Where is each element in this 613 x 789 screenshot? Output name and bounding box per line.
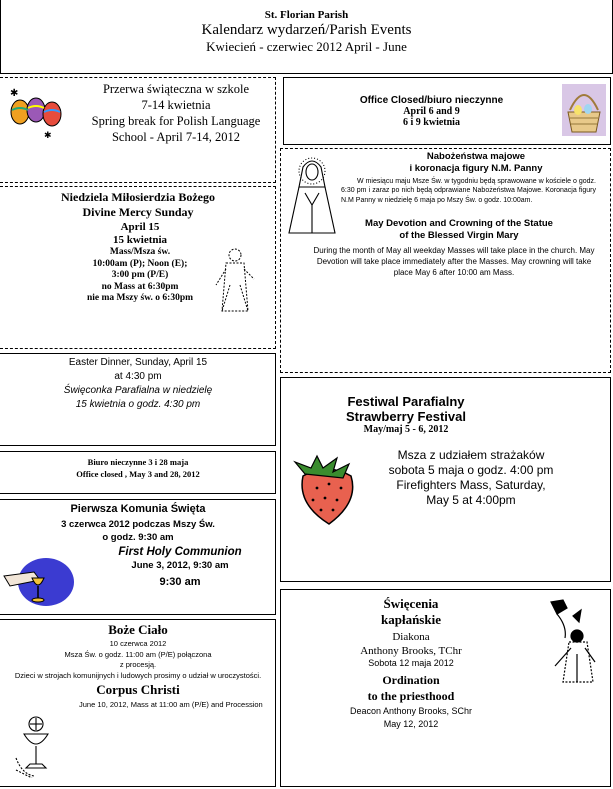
- easter-dinner-en: Easter Dinner, Sunday, April 15: [68, 357, 208, 368]
- svg-text:✱: ✱: [10, 88, 19, 99]
- corpus-mass-pl: Msza Św. o godz. 11:00 am (P/E) połączona: [64, 649, 212, 659]
- festival-mass-en-date: May 5 at 4:00pm: [426, 493, 516, 507]
- divine-mercy-no-mass-pl: nie ma Mszy św. o 6:30pm: [86, 293, 194, 303]
- divine-mercy-no-mass-en: no Mass at 6:30pm: [101, 281, 179, 292]
- ordination-box: [280, 589, 611, 787]
- ordination-date-pl: Sobota 12 maja 2012: [368, 658, 454, 668]
- corpus-date-pl: 10 czerwca 2012: [109, 639, 167, 648]
- divine-mercy-date-en: April 15: [120, 221, 160, 233]
- easter-dinner-pl: Święconka Parafialna w niedzielę: [63, 385, 213, 396]
- basket-icon: [560, 82, 608, 138]
- svg-text:✱: ✱: [44, 131, 52, 141]
- spring-break-en: Spring break for Polish Language: [91, 114, 261, 128]
- communion-date-pl: 3 czerwca 2012 podczas Mszy Św.: [61, 519, 215, 530]
- may-devotion-title-en-1: May Devotion and Crowning of the Statue: [365, 218, 553, 229]
- festival-box: [280, 377, 611, 582]
- may-devotion-title-en-2: of the Blessed Virgin Mary: [399, 230, 519, 241]
- page-subtitle: Kwiecień - czerwiec 2012 April - June: [206, 39, 407, 54]
- communion-title-en: First Holy Communion: [118, 546, 242, 558]
- corpus-christi-box: [0, 619, 276, 787]
- corpus-procession-pl: z procesją.: [119, 660, 157, 669]
- festival-dates: May/maj 5 - 6, 2012: [363, 424, 449, 435]
- priest-icon: [547, 596, 599, 686]
- ordination-deacon-name: Anthony Brooks, TChr: [360, 645, 462, 657]
- may-devotion-title-pl-1: Nabożeństwa majowe: [426, 151, 526, 162]
- easter-eggs-icon: [6, 86, 68, 142]
- office-closed-title: Office Closed/biuro nieczynne: [359, 95, 504, 106]
- header-box: [0, 0, 613, 74]
- office-closed-april-box: [283, 77, 611, 145]
- easter-dinner-box: [0, 353, 276, 446]
- festival-mass-pl-date: sobota 5 maja o godz. 4:00 pm: [388, 463, 554, 477]
- spring-break-box: [0, 77, 276, 183]
- easter-dinner-time: at 4:30 pm: [114, 371, 162, 382]
- communion-time-pl: o godz. 9:30 am: [102, 532, 174, 543]
- corpus-children-pl: Dzieci w strojach komunijnych i ludowych prosimy o udział w uroczystości.: [14, 670, 262, 680]
- page-title: Kalendarz wydarzeń/Parish Events: [201, 22, 412, 38]
- communion-box: [0, 499, 276, 615]
- ordination-title-en-1: Ordination: [382, 673, 440, 687]
- communion-title-pl: Pierwsza Komunia Święta: [70, 503, 206, 515]
- ordination-title-pl-2: kapłańskie: [381, 612, 441, 627]
- ordination-title-en-2: to the priesthood: [367, 689, 455, 703]
- festival-mass-pl: Msza z udziałem strażaków: [397, 448, 545, 462]
- spring-break-pl-dates: 7-14 kwietnia: [141, 98, 211, 112]
- may-devotion-body-pl: W miesiącu maju Msze Św. w tygodniu będą sprawowane w kościele o godz. 6:30 pm i zaraz po nich będą odprawiane Nabożeństwa Majowe. Koronacja figury N.M Panny w niedzielę 6 maja po Mszy Św. o godz. 10:00am.: [341, 178, 596, 204]
- strawberry-icon: [291, 454, 363, 526]
- ordination-date-en: May 12, 2012: [383, 719, 439, 729]
- festival-mass-en: Firefighters Mass, Saturday,: [396, 478, 546, 492]
- office-closed-may-box: [0, 451, 276, 494]
- divine-mercy-times-1: 10:00am (P); Noon (E);: [92, 258, 188, 269]
- parish-name: St. Florian Parish: [264, 9, 349, 21]
- divine-mercy-box: [0, 186, 276, 349]
- office-closed-date-pl: 6 i 9 kwietnia: [403, 117, 460, 128]
- divine-mercy-times-2: 3:00 pm (P/E): [111, 270, 169, 280]
- communion-time-en: 9:30 am: [159, 576, 201, 588]
- divine-mercy-mass-label: Mass/Msza św.: [109, 247, 171, 257]
- ordination-title-pl-1: Święcenia: [383, 596, 439, 611]
- chalice-hand-icon: [0, 554, 76, 610]
- corpus-title-pl: Boże Ciało: [108, 622, 168, 637]
- chalice-host-icon: [12, 714, 56, 778]
- divine-mercy-title-pl: Niedziela Miłosierdzia Bożego: [61, 190, 215, 204]
- ordination-deacon-label: Diakona: [392, 631, 430, 643]
- divine-mercy-title-en: Divine Mercy Sunday: [82, 205, 194, 219]
- office-closed-may-pl: Biuro nieczynne 3 i 28 maja: [87, 457, 189, 467]
- may-devotion-box: [280, 148, 611, 373]
- office-closed-date-en: April 6 and 9: [403, 106, 460, 117]
- jesus-figure-icon: [212, 245, 258, 315]
- ordination-deacon-en: Deacon Anthony Brooks, SChr: [349, 706, 473, 716]
- spring-break-en-dates: School - April 7-14, 2012: [111, 130, 241, 144]
- office-closed-may-en: Office closed , May 3 and 28, 2012: [76, 469, 200, 479]
- festival-title-pl: Festiwal Parafialny: [347, 394, 465, 409]
- corpus-title-en: Corpus Christi: [96, 682, 180, 697]
- may-devotion-title-pl-2: i koronacja figury N.M. Panny: [409, 163, 543, 174]
- divine-mercy-date-pl: 15 kwietnia: [112, 234, 168, 246]
- may-devotion-body-en: During the month of May all weekday Masses will take place in the church. May Devotion will take place immediately after the Masses. May crowning will take place May 6 after 10:00 am Mass.: [313, 246, 595, 277]
- easter-dinner-pl-date: 15 kwietnia o godz. 4:30 pm: [75, 399, 201, 410]
- festival-title-en: Strawberry Festival: [346, 409, 466, 424]
- spring-break-pl: Przerwa świąteczna w szkole: [102, 82, 250, 96]
- corpus-mass-en: June 10, 2012, Mass at 11:00 am (P/E) and Procession: [79, 700, 263, 709]
- communion-date-en: June 3, 2012, 9:30 am: [131, 560, 229, 571]
